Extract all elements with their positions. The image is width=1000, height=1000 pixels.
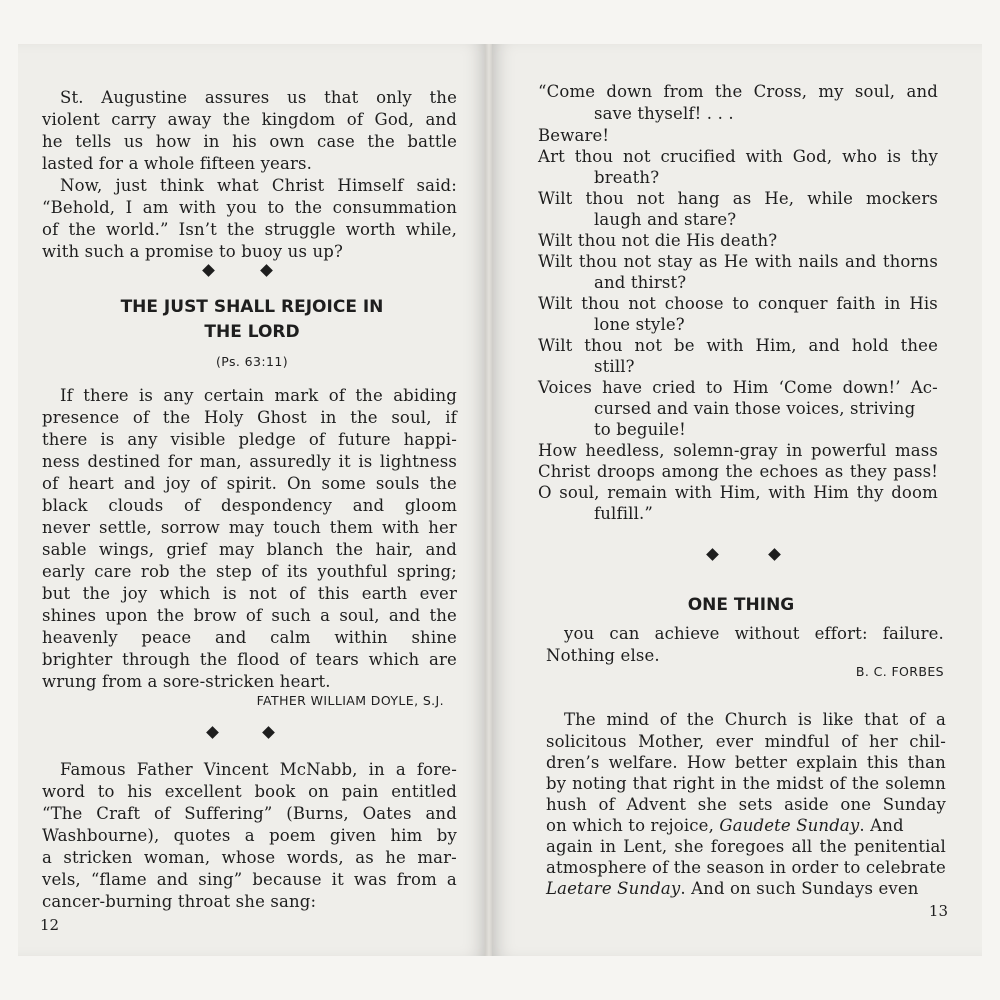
text-line: he tells us how in his own case the battle — [42, 132, 457, 151]
text-line: black clouds of despondency and gloom — [42, 496, 457, 515]
text-line: sable wings, grief may blanch the hair, and — [42, 540, 457, 559]
section-heading: THE JUST SHALL REJOICE IN — [120, 297, 384, 317]
text-line: St. Augustine assures us that only the — [60, 88, 457, 107]
text-line: heavenly peace and calm within shine — [42, 628, 457, 647]
text-line: solicitous Mother, ever mindful of her chil- — [546, 732, 946, 751]
text-line: but the joy which is not of this earth ever — [42, 584, 457, 603]
text-line: atmosphere of the season in order to celebrate — [546, 858, 946, 877]
poem-line: Art thou not crucified with God, who is thy — [538, 147, 938, 166]
poem-line: Voices have cried to Him ‘Come down!’ Ac- — [538, 378, 938, 397]
text-line: hush of Advent she sets aside one Sunday — [546, 795, 946, 814]
text-line: cancer-burning throat she sang: — [42, 892, 317, 911]
text-line: wrung from a sore-stricken heart. — [42, 672, 331, 691]
text-line: you can achieve without effort: failure. — [564, 624, 944, 643]
text-line: with such a promise to buoy us up? — [42, 242, 343, 261]
text-line: there is any visible pledge of future happi- — [42, 430, 457, 449]
text-line: The mind of the Church is like that of a — [564, 710, 946, 729]
text-segment: . And on such Sundays even — [680, 879, 919, 898]
text-line: If there is any certain mark of the abiding — [60, 386, 457, 405]
poem-line: Christ droops among the echoes as they pass! — [538, 462, 938, 481]
right-page — [492, 44, 982, 956]
text-line: Now, just think what Christ Himself said: — [60, 176, 457, 195]
text-line: early care rob the step of its youthful spring; — [42, 562, 457, 581]
left-page — [18, 44, 486, 956]
diamond-ornament — [768, 548, 781, 561]
poem-line: Wilt thou not stay as He with nails and thorns — [538, 252, 938, 271]
poem-line: How heedless, solemn-gray in powerful mass — [538, 441, 938, 460]
poem-line: Wilt thou not be with Him, and hold thee — [538, 336, 938, 355]
text-line: by noting that right in the midst of the solemn — [546, 774, 946, 793]
page-number: 13 — [928, 902, 948, 920]
text-line: brighter through the flood of tears which are — [42, 650, 457, 669]
attribution: B. C. FORBES — [855, 664, 944, 679]
text-line: word to his excellent book on pain entitled — [42, 782, 457, 801]
text-segment: on which to rejoice, — [546, 816, 720, 835]
text-line: violent carry away the kingdom of God, and — [42, 110, 457, 129]
poem-line: Wilt thou not choose to conquer faith in His — [538, 294, 938, 313]
section-heading: ONE THING — [687, 595, 795, 615]
poem-line: Wilt thou not hang as He, while mockers — [538, 189, 938, 208]
poem-line: O soul, remain with Him, with Him thy doom — [538, 483, 938, 502]
poem-line: still? — [594, 357, 635, 376]
text-line — [546, 879, 919, 899]
diamond-ornament — [706, 548, 719, 561]
emphasis: Gaudete Sunday — [719, 816, 860, 835]
citation: (Ps. 63:11) — [216, 354, 288, 369]
poem-line: fulfill.” — [594, 504, 653, 523]
text-line: Washbourne), quotes a poem given him by — [42, 826, 457, 845]
text-line: presence of the Holy Ghost in the soul, if — [42, 408, 457, 427]
poem-line: laugh and stare? — [594, 210, 737, 229]
text-line: ness destined for man, assuredly it is lightness — [42, 452, 457, 471]
text-line: dren’s welfare. How better explain this than — [546, 753, 946, 772]
poem-line: “Come down from the Cross, my soul, and — [538, 82, 938, 101]
poem-line: breath? — [594, 168, 660, 187]
poem-line: lone style? — [594, 315, 685, 334]
diamond-ornament — [202, 264, 215, 277]
text-line: again in Lent, she foregoes all the penitential — [546, 837, 946, 856]
text-segment: . And — [859, 816, 904, 835]
poem-line: save thyself! . . . — [594, 104, 734, 123]
poem-line: Wilt thou not die His death? — [538, 231, 778, 250]
text-line: Nothing else. — [546, 646, 660, 665]
poem-line: Beware! — [538, 126, 610, 145]
page-number: 12 — [40, 916, 60, 934]
text-line: of heart and joy of spirit. On some souls the — [42, 474, 457, 493]
diamond-ornament — [260, 264, 273, 277]
text-line: Famous Father Vincent McNabb, in a fore- — [60, 760, 457, 779]
text-line: vels, “flame and sing” because it was from a — [42, 870, 457, 889]
attribution: FATHER WILLIAM DOYLE, S.J. — [256, 693, 444, 708]
text-line: never settle, sorrow may touch them with her — [42, 518, 457, 537]
text-line: lasted for a whole fifteen years. — [42, 154, 313, 173]
emphasis: Laetare Sunday — [546, 879, 681, 898]
diamond-ornament — [206, 726, 219, 739]
text-line: “Behold, I am with you to the consummation — [42, 198, 457, 217]
section-heading: THE LORD — [204, 322, 300, 342]
text-line: “The Craft of Suffering” (Burns, Oates and — [42, 804, 457, 823]
poem-line: cursed and vain those voices, striving — [594, 399, 916, 418]
poem-line: to beguile! — [594, 420, 686, 439]
diamond-ornament — [262, 726, 275, 739]
text-line: a stricken woman, whose words, as he mar- — [42, 848, 457, 867]
poem-line: and thirst? — [594, 273, 687, 292]
text-line: shines upon the brow of such a soul, and the — [42, 606, 457, 625]
text-line: of the world.” Isn’t the struggle worth while, — [42, 220, 457, 239]
text-line — [546, 816, 904, 836]
